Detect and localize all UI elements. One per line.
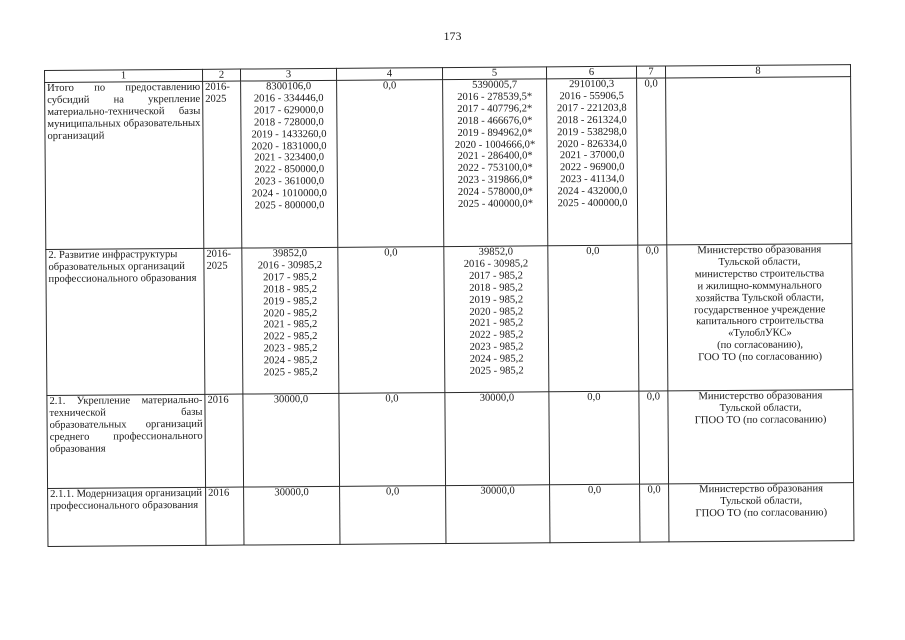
column-header-3: 3 <box>240 68 336 81</box>
value-line: хозяйства Тульской области, <box>695 291 824 304</box>
value-line: 2023 - 41134,0 <box>560 173 625 186</box>
row-col5-values <box>443 79 548 247</box>
value-line: 2020 - 826334,0 <box>557 138 627 150</box>
row-col6-values <box>550 484 640 543</box>
value-line: 0,0 <box>586 245 600 258</box>
column-header-5: 5 <box>442 67 546 80</box>
row-col7-value: 0,0 <box>640 484 669 542</box>
value-line: 30000,0 <box>479 392 515 404</box>
value-line: 2018 - 985,2 <box>263 283 318 296</box>
value-line: 2018 - 466676,0* <box>457 115 533 127</box>
value-line: 2022 - 985,2 <box>469 329 524 342</box>
value-line: государственное учреждение <box>694 303 826 316</box>
value-line: «ТулоблУКС» <box>728 327 792 340</box>
value-line: 2024 - 578000,0* <box>457 186 533 199</box>
value-line: 2017 - 985,2 <box>469 270 523 282</box>
value-line: 0,0 <box>587 391 601 404</box>
row-col7-value: 0,0 <box>637 78 667 245</box>
row-responsible <box>666 77 852 245</box>
value-line: 2019 - 985,2 <box>469 294 524 306</box>
value-line: (по согласованию), <box>717 339 804 352</box>
value-line: 30000,0 <box>480 485 515 497</box>
value-line: 2019 - 538298,0 <box>557 126 627 138</box>
value-line: 8300106,0 <box>266 81 312 93</box>
row-col6-values <box>548 245 639 392</box>
value-line: 2023 - 985,2 <box>469 341 524 354</box>
value-line: 2020 - 1004666,0* <box>454 138 536 151</box>
row-col4-value: 0,0 <box>338 247 445 394</box>
row-col4-value: 0,0 <box>340 486 446 545</box>
value-line: 2023 - 361000,0 <box>254 176 325 188</box>
value-line: 2910100,3 <box>569 78 615 91</box>
row-col5-values <box>444 246 549 393</box>
value-line: 2023 - 985,2 <box>263 343 318 355</box>
value-line: 2024 - 1010000,0 <box>251 188 327 200</box>
value-line: 2020 - 985,2 <box>469 306 524 318</box>
row-responsible <box>669 483 854 542</box>
value-line: 2022 - 985,2 <box>263 331 318 343</box>
value-line: 2016 - 30985,2 <box>257 259 323 272</box>
value-line: Министерство образования <box>697 244 822 257</box>
value-line: 2018 - 728000,0 <box>253 116 324 129</box>
row-col7-value: 0,0 <box>638 245 668 391</box>
value-line: капитального строительства <box>696 315 824 328</box>
value-line: 2025 - 400000,0 <box>557 197 628 210</box>
value-line: Министерство образования <box>699 483 824 496</box>
value-line: 2016 - 55906,5 <box>559 90 624 103</box>
value-line: ГОО ТО (по согласованию) <box>698 351 823 364</box>
row-responsible <box>668 390 854 484</box>
row-period: 2016 <box>206 487 244 545</box>
value-line: 2024 - 432000,0 <box>557 185 628 198</box>
row-col6-values <box>547 78 638 246</box>
value-line: 2017 - 407796,2* <box>457 103 533 115</box>
table-row <box>46 244 853 396</box>
table-row <box>47 390 854 489</box>
row-period: 2016-2025 <box>203 81 242 248</box>
value-line: 39852,0 <box>478 246 514 258</box>
value-line: 2021 - 985,2 <box>263 319 318 331</box>
row-col3-values <box>242 247 339 394</box>
value-line: ГПОО ТО (по согласованию) <box>695 507 828 520</box>
value-line: 2020 - 985,2 <box>263 307 318 319</box>
value-line: ГПОО ТО (по согласованию) <box>694 414 827 427</box>
value-line: 2017 - 985,2 <box>263 271 317 284</box>
row-col6-values <box>549 391 640 485</box>
column-header-8: 8 <box>665 65 850 78</box>
column-header-4: 4 <box>336 68 442 81</box>
value-line: 2021 - 286400,0* <box>457 150 533 163</box>
value-line: 0,0 <box>587 484 602 497</box>
column-header-2: 2 <box>202 69 240 81</box>
page-number: 173 <box>443 29 462 43</box>
value-line: 39852,0 <box>272 248 308 260</box>
row-col3-values <box>243 393 340 487</box>
value-line: 30000,0 <box>273 394 309 406</box>
row-name: 2. Развитие инфраструктуры образовательных организаций профессионального образования <box>46 248 205 395</box>
value-line: 2019 - 985,2 <box>263 295 318 308</box>
value-line: 5390005,7 <box>472 79 518 91</box>
row-responsible <box>667 244 853 391</box>
row-col4-value: 0,0 <box>339 393 446 487</box>
row-col3-values <box>241 80 338 248</box>
value-line: 2022 - 850000,0 <box>254 164 325 176</box>
row-col5-values <box>446 485 550 544</box>
value-line: 2019 - 894962,0* <box>457 127 533 139</box>
column-header-7: 7 <box>636 66 665 78</box>
value-line: 2019 - 1433260,0 <box>251 128 327 141</box>
value-line: министерство строительства <box>694 268 825 281</box>
column-header-1: 1 <box>45 69 203 82</box>
value-line: 2025 - 985,2 <box>263 367 318 379</box>
value-line: 2023 - 319866,0* <box>457 174 533 187</box>
value-line: 2022 - 753100,0* <box>457 162 533 175</box>
row-name: Итого по предоставлению субсидий на укрепление материально-технической базы муниципальных образовательных организаций <box>45 81 204 249</box>
value-line: 2021 - 323400,0 <box>254 152 325 164</box>
value-line: 2018 - 985,2 <box>469 282 524 294</box>
value-line: 2018 - 261324,0 <box>556 114 627 126</box>
table-body <box>45 77 854 547</box>
row-period: 2016 <box>205 394 244 487</box>
value-line: 2021 - 985,2 <box>469 317 524 330</box>
value-line: 2024 - 985,2 <box>263 355 318 367</box>
value-line: 2022 - 96900,0 <box>559 162 625 174</box>
row-col7-value: 0,0 <box>639 391 669 484</box>
value-line: 2024 - 985,2 <box>469 353 524 366</box>
value-line: Тульской области, <box>718 256 801 268</box>
value-line: Министерство образования <box>698 390 823 403</box>
value-line: 2021 - 37000,0 <box>559 150 625 162</box>
value-line: 2020 - 1831000,0 <box>251 140 327 153</box>
table-row <box>48 483 854 547</box>
table-row <box>45 77 852 250</box>
row-name: 2.1. Укрепление материально-технической базы образовательных организаций среднего профессионального образования <box>47 394 206 488</box>
value-line: Тульской области, <box>719 402 802 414</box>
value-line: 30000,0 <box>274 487 309 499</box>
value-line: 2025 - 985,2 <box>469 365 524 377</box>
value-line: 2017 - 221203,8 <box>556 102 627 115</box>
row-col3-values <box>244 486 340 545</box>
value-line: 2017 - 629000,0 <box>253 104 324 117</box>
value-line: 2025 - 800000,0 <box>254 200 325 212</box>
row-col4-value: 0,0 <box>337 80 444 248</box>
value-line: 2016 - 30985,2 <box>463 258 529 270</box>
row-period: 2016-2025 <box>204 248 243 394</box>
table-sheet <box>44 64 853 547</box>
column-header-6: 6 <box>546 66 636 79</box>
row-col5-values <box>445 392 550 486</box>
value-line: 2016 - 278539,5* <box>457 91 533 103</box>
value-line: 2025 - 400000,0* <box>457 198 534 211</box>
value-line: 2016 - 334446,0 <box>253 92 324 105</box>
program-funding-table <box>44 64 854 547</box>
value-line: и жилищно-коммунального <box>697 280 822 292</box>
row-name: 2.1.1. Модернизация организаций профессионального образования <box>48 487 206 546</box>
value-line: Тульской области, <box>720 495 803 507</box>
